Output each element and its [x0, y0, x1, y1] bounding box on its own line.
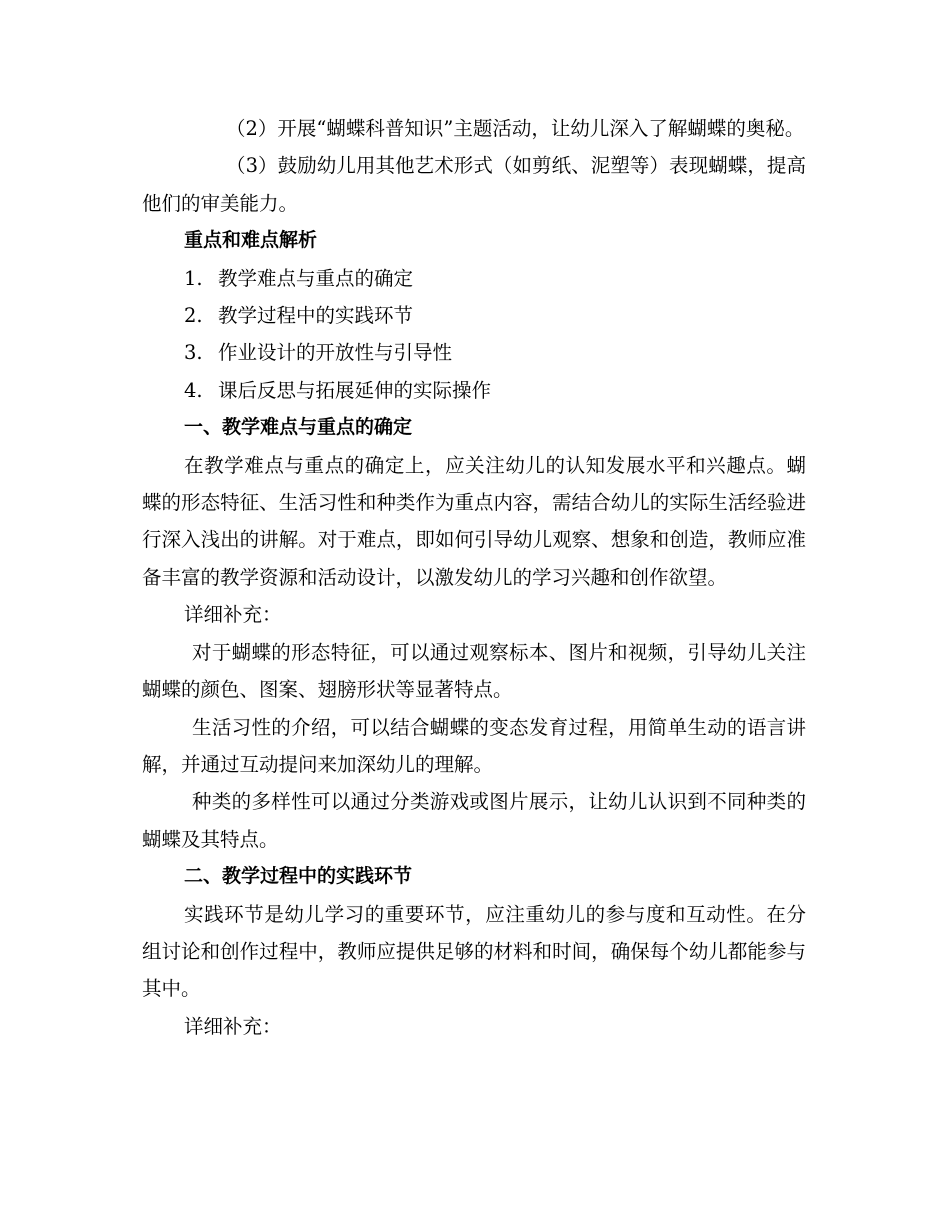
- outline-item-text: 教学难点与重点的确定: [218, 266, 414, 290]
- paragraph-section-1-body: 在教学难点与重点的确定上，应关注幼儿的认知发展水平和兴趣点。蝴蝶的形态特征、生活习性和种类作为重点内容，需结合幼儿的实际生活经验进行深入浅出的讲解。对于难点，即如何引导幼儿观察、想象和创造，教师应准备丰富的教学资源和活动设计，以激发幼儿的学习兴趣和创作欲望。: [142, 453, 806, 589]
- outline-item-text: 作业设计的开放性与引导性: [218, 341, 453, 365]
- outline-item-text: 教学过程中的实践环节: [218, 304, 414, 328]
- heading-section-1: 一、教学难点与重点的确定: [184, 416, 413, 439]
- outline-item-number: 4.: [184, 378, 203, 402]
- outline-item: [142, 260, 806, 297]
- outline-item-number: 3.: [184, 341, 203, 365]
- outline-item: [142, 334, 806, 371]
- section-title-key-points: 重点和难点解析: [184, 229, 318, 252]
- document-body: [142, 110, 806, 1045]
- paragraph-supplement-morphology: 对于蝴蝶的形态特征，可以通过观察标本、图片和视频，引导幼儿关注蝴蝶的颜色、图案、翅膀形状等显著特点。: [142, 640, 806, 702]
- outline-item: [142, 372, 806, 409]
- outline-item-number: 2.: [184, 304, 203, 328]
- paragraph-activity-2: （2）开展“蝴蝶科普知识”主题活动，让幼儿深入了解蝴蝶的奥秘。: [226, 117, 805, 140]
- outline-item: [142, 297, 806, 334]
- outline-list: [142, 260, 806, 410]
- outline-item-number: 1.: [184, 266, 203, 290]
- outline-item-text: 课后反思与拓展延伸的实际操作: [218, 378, 492, 402]
- supplement-label: 详细补充：: [184, 603, 282, 627]
- paragraph-supplement-species: 种类的多样性可以通过分类游戏或图片展示，让幼儿认识到不同种类的蝴蝶及其特点。: [142, 790, 806, 851]
- supplement-label: 详细补充：: [184, 1014, 282, 1038]
- paragraph-section-2-body: 实践环节是幼儿学习的重要环节，应注重幼儿的参与度和互动性。在分组讨论和创作过程中，教师应提供足够的材料和时间，确保每个幼儿都能参与其中。: [142, 902, 806, 1001]
- paragraph-supplement-habits: 生活习性的介绍，可以结合蝴蝶的变态发育过程，用简单生动的语言讲解，并通过互动提问来加深幼儿的理解。: [142, 715, 806, 776]
- heading-section-2: 二、教学过程中的实践环节: [184, 865, 413, 888]
- paragraph-activity-3: （3）鼓励幼儿用其他艺术形式（如剪纸、泥塑等）表现蝴蝶，提高他们的审美能力。: [142, 154, 806, 215]
